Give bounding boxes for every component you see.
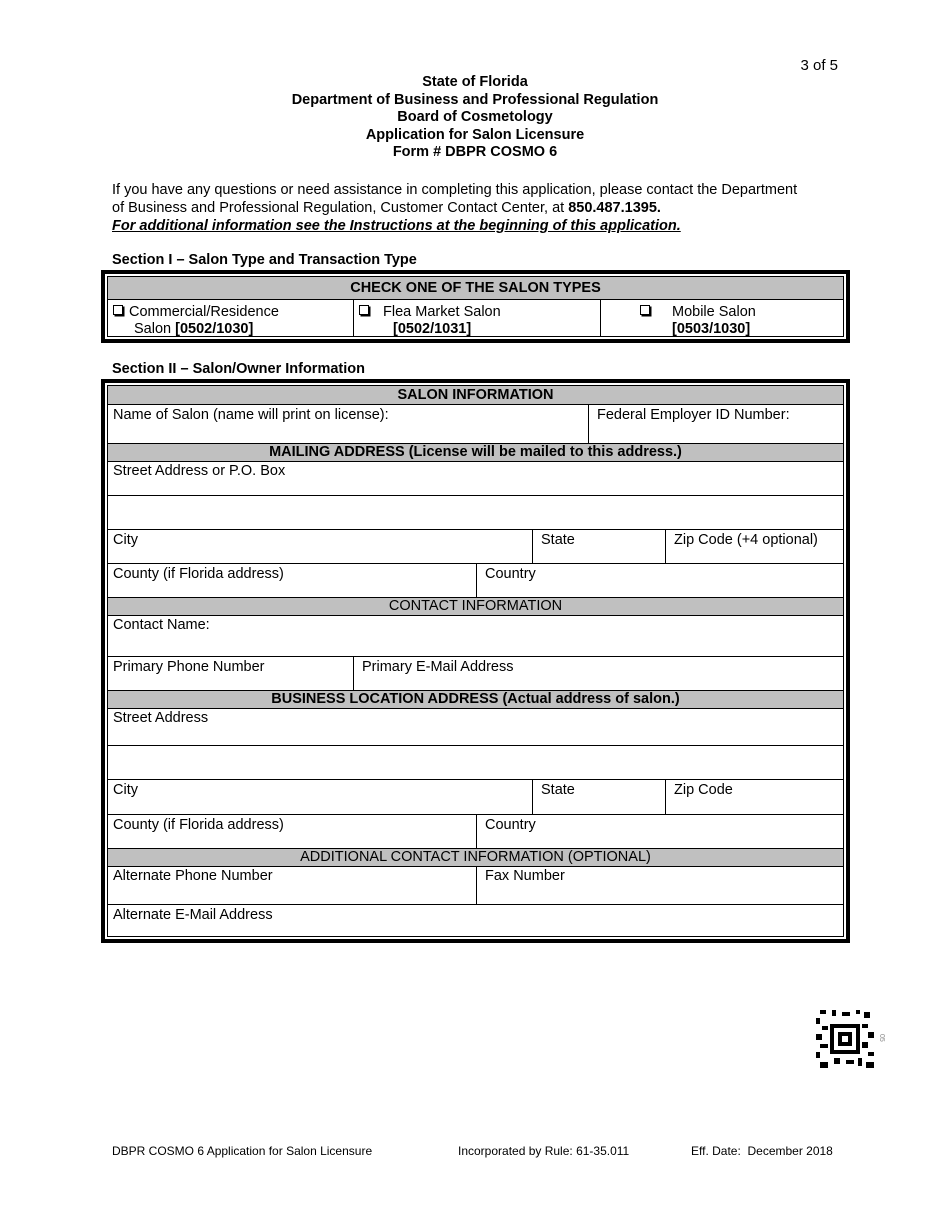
business-city-label: City [113, 782, 138, 798]
option-commercial-code: [0502/1030] [175, 321, 254, 337]
salon-type-box [101, 270, 850, 343]
contact-name-label: Contact Name: [113, 617, 210, 633]
checkbox-icon[interactable] [113, 305, 123, 315]
salon-type-band: CHECK ONE OF THE SALON TYPES [108, 277, 843, 300]
business-county-label: County (if Florida address) [113, 817, 284, 833]
business-county-field[interactable] [108, 815, 476, 849]
primary-phone-field[interactable] [108, 657, 353, 691]
header-form-title: Application for Salon Licensure [365, 126, 585, 143]
primary-phone-label: Primary Phone Number [113, 659, 265, 675]
option-commercial[interactable] [108, 300, 353, 336]
mailing-street-field[interactable] [108, 461, 843, 495]
checkbox-icon[interactable] [359, 305, 369, 315]
primary-email-label: Primary E-Mail Address [362, 659, 514, 675]
header-form-number: Form # DBPR COSMO 6 [392, 144, 558, 160]
additional-contact-band: ADDITIONAL CONTACT INFORMATION (OPTIONAL) [108, 848, 843, 867]
business-city-field[interactable] [108, 780, 532, 815]
business-street-field[interactable] [108, 708, 843, 745]
mailing-address-band: MAILING ADDRESS (License will be mailed to this address.) [108, 443, 843, 462]
option-flea-market[interactable] [353, 300, 600, 336]
business-country-label: Country [485, 817, 536, 833]
primary-email-field[interactable] [353, 657, 843, 691]
footer-rule: Incorporated by Rule: 61-35.011 [458, 1144, 630, 1158]
business-zip-field[interactable] [665, 780, 843, 815]
option-commercial-label2: Salon [134, 321, 176, 337]
alt-email-label: Alternate E-Mail Address [113, 907, 273, 923]
intro-note: For additional information see the Instructions at the beginning of this application. [112, 218, 681, 234]
fax-field[interactable] [476, 866, 843, 904]
business-location-band: BUSINESS LOCATION ADDRESS (Actual address of salon.) [108, 690, 843, 709]
form-header [0, 74, 950, 162]
checkbox-icon[interactable] [640, 305, 650, 315]
mailing-city-field[interactable] [108, 530, 532, 564]
mailing-street-label: Street Address or P.O. Box [113, 463, 286, 479]
section1-title: Section I – Salon Type and Transaction Type [112, 252, 417, 268]
salon-name-field[interactable] [108, 405, 588, 443]
footer-form-name: DBPR COSMO 6 Application for Salon Licensure [112, 1144, 373, 1158]
contact-name-field[interactable] [108, 615, 843, 656]
intro-text: If you have any questions or need assistance in completing this application, please contact the Department of Business and Professional Regulation, Customer Contact Center, at [112, 182, 798, 216]
business-state-label: State [541, 782, 575, 798]
business-zip-label: Zip Code [674, 782, 733, 798]
business-street-line2[interactable] [108, 746, 843, 780]
fein-label: Federal Employer ID Number: [597, 407, 790, 423]
business-street-label: Street Address [113, 710, 209, 726]
alt-phone-field[interactable] [108, 866, 476, 904]
mailing-city-label: City [113, 532, 138, 548]
header-state: State of Florida [422, 74, 528, 90]
header-board: Board of Cosmetology [397, 109, 553, 125]
business-country-field[interactable] [476, 815, 843, 849]
mailing-street-line2[interactable] [108, 496, 843, 530]
footer-eff-date: Eff. Date: December 2018 [691, 1144, 833, 1158]
mailing-state-field[interactable] [532, 530, 665, 564]
option-flea-label: Flea Market Salon [383, 304, 501, 320]
side-code: 05 [878, 1034, 885, 1042]
section2-title: Section II – Salon/Owner Information [112, 361, 365, 377]
business-state-field[interactable] [532, 780, 665, 815]
alt-phone-label: Alternate Phone Number [113, 868, 273, 884]
option-mobile[interactable] [600, 300, 843, 336]
mailing-country-label: Country [485, 566, 536, 582]
salon-name-label: Name of Salon (name will print on license): [113, 407, 389, 423]
header-department: Department of Business and Professional Regulation [291, 91, 659, 108]
page-number: 3 of 5 [800, 57, 838, 74]
option-flea-code: [0502/1031] [393, 321, 472, 337]
fax-label: Fax Number [485, 868, 565, 884]
mailing-county-label: County (if Florida address) [113, 566, 284, 582]
barcode-icon [816, 1010, 874, 1068]
contact-info-band: CONTACT INFORMATION [108, 597, 843, 616]
option-mobile-label: Mobile Salon [672, 304, 756, 320]
salon-owner-box [101, 379, 850, 943]
mailing-zip-label: Zip Code (+4 optional) [674, 532, 818, 548]
mailing-zip-field[interactable] [665, 530, 843, 564]
mailing-country-field[interactable] [476, 564, 843, 598]
intro-paragraph [112, 181, 812, 235]
mailing-state-label: State [541, 532, 575, 548]
option-mobile-code: [0503/1030] [672, 321, 751, 337]
mailing-county-field[interactable] [108, 564, 476, 598]
alt-email-field[interactable] [108, 905, 843, 936]
salon-info-band: SALON INFORMATION [108, 386, 843, 405]
intro-phone: 850.487.1395. [568, 200, 661, 216]
option-commercial-label: Commercial/Residence [129, 304, 279, 320]
fein-field[interactable] [588, 405, 843, 443]
